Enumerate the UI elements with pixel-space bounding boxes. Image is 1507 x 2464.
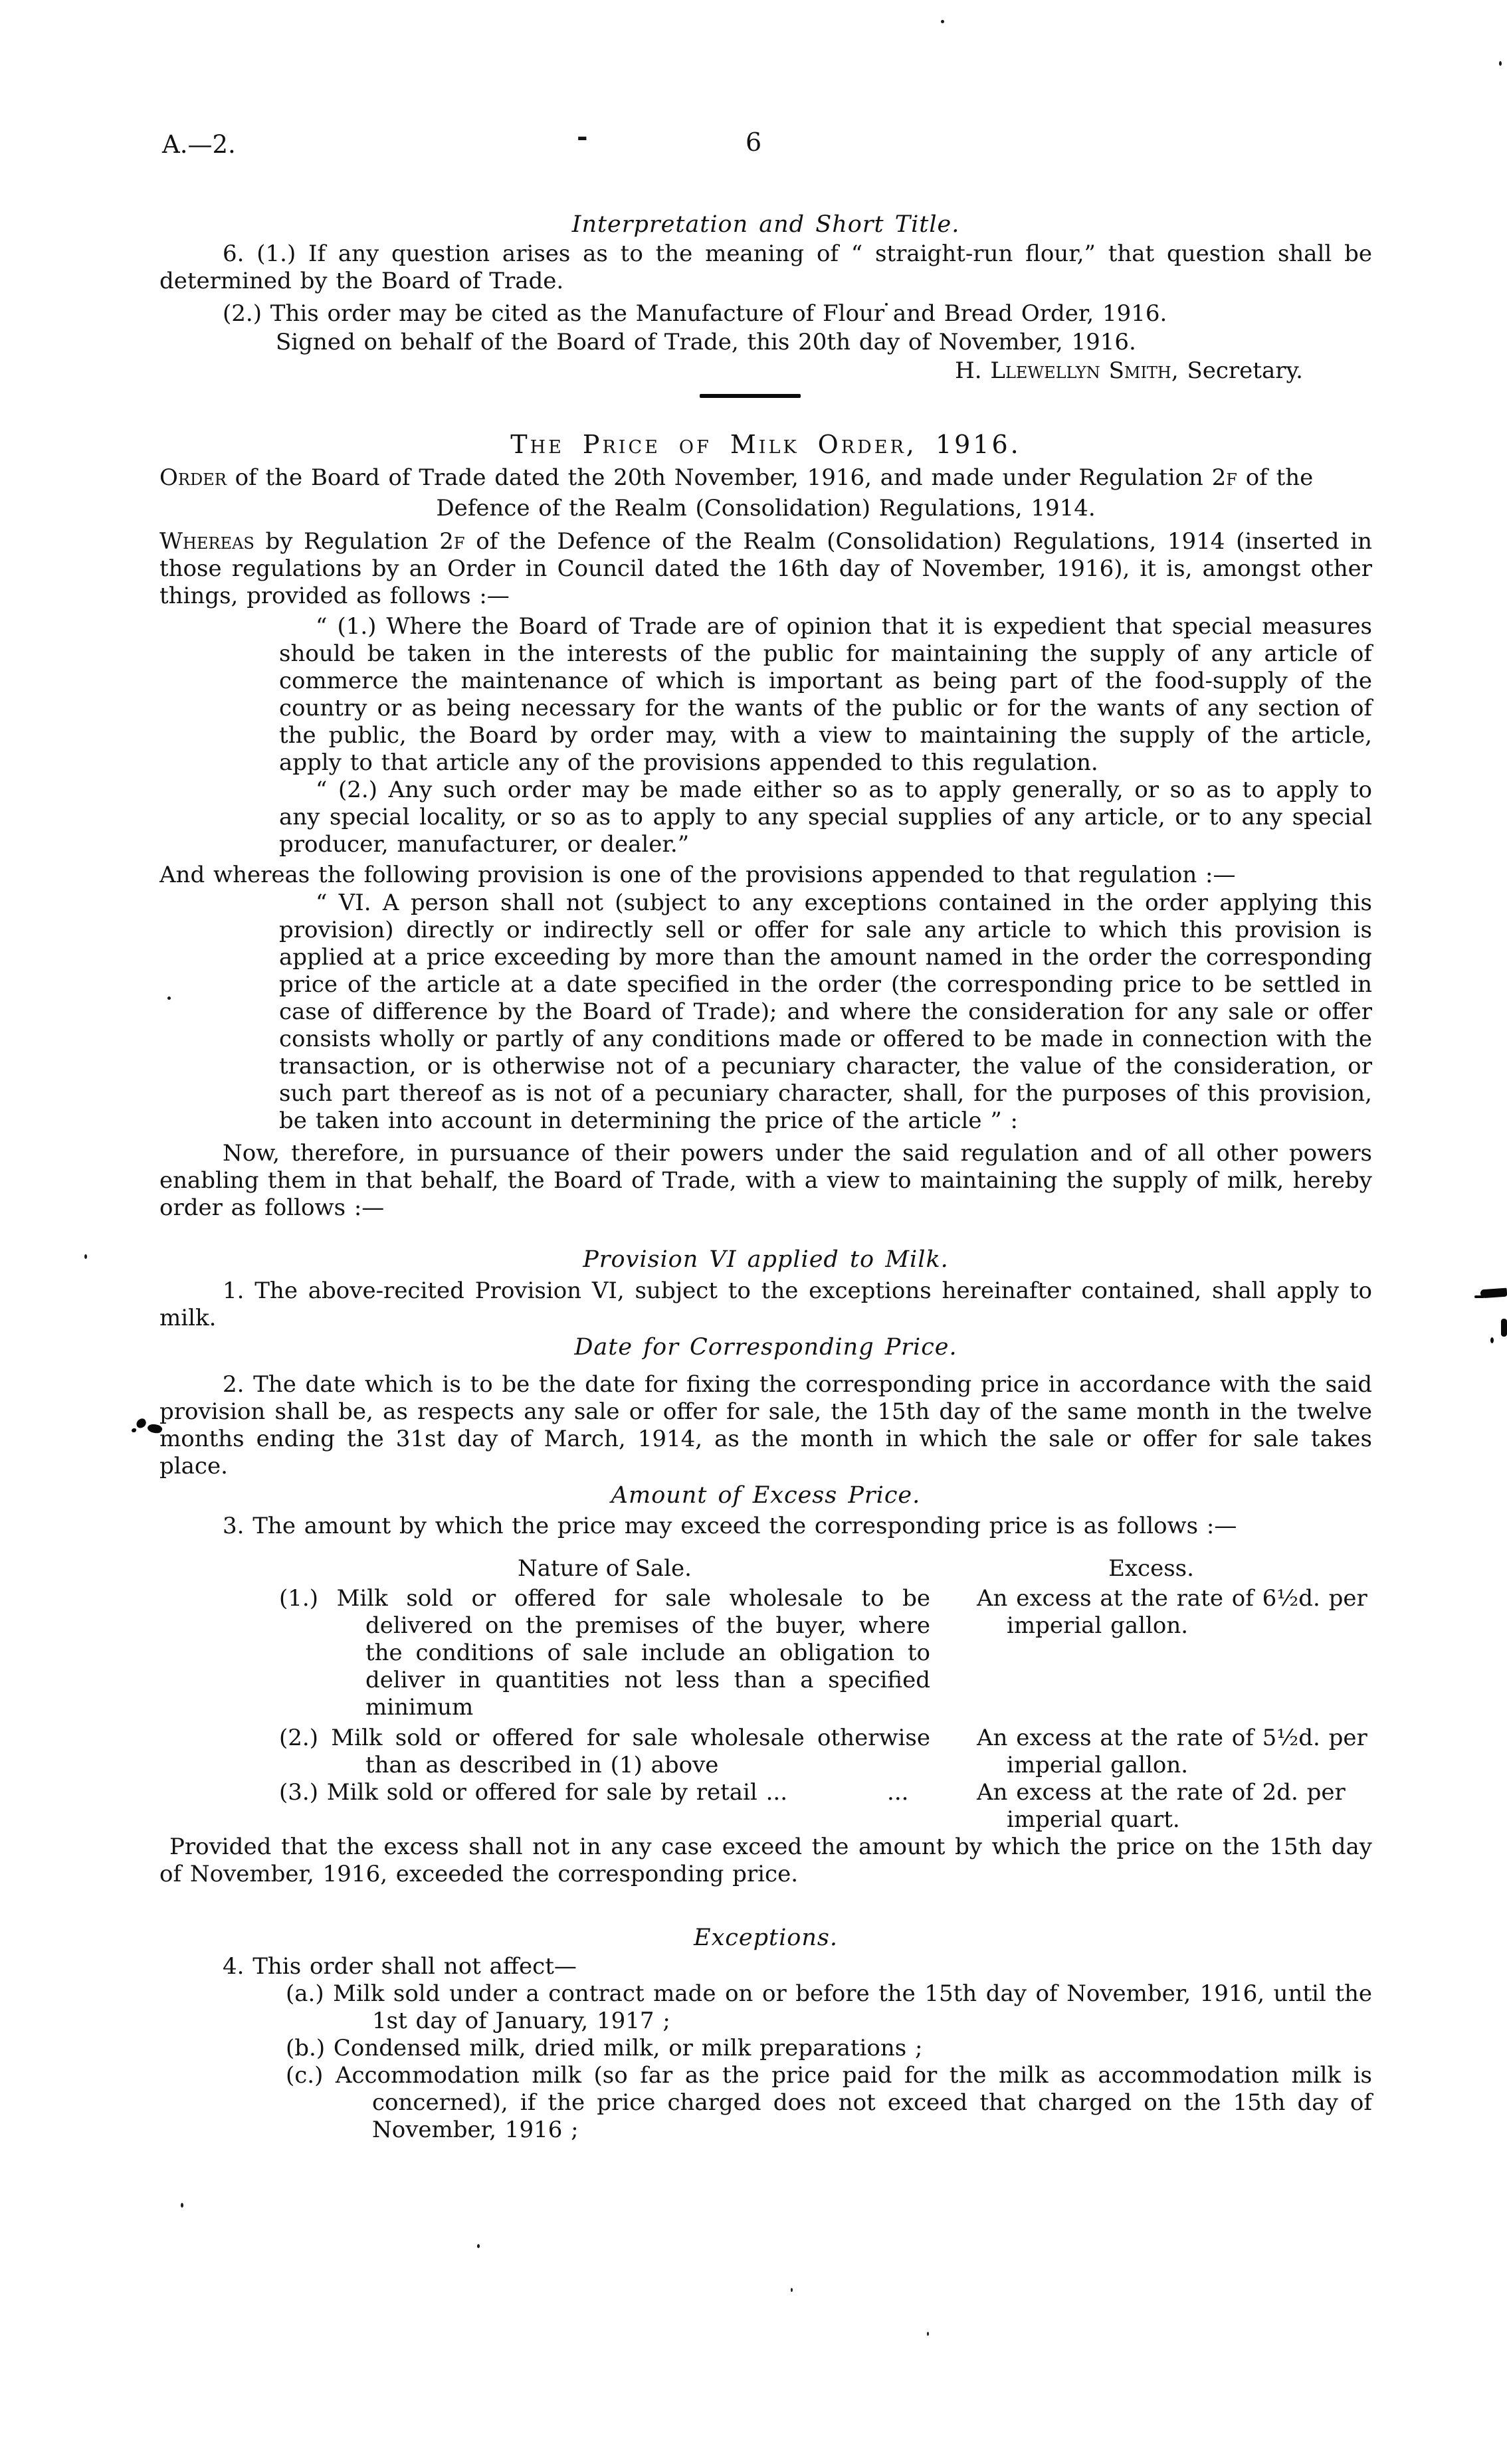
excess-cell: An excess at the rate of 5½d. per imperial gallon. xyxy=(977,1725,1367,1778)
ink-blot-left-margin xyxy=(135,1417,148,1429)
paragraph-1: 1. The above-recited Provision VI, subject to the exceptions hereinafter contained, shall apply to milk. xyxy=(159,1278,1372,1331)
scan-speck xyxy=(181,2203,183,2208)
heading-amount-of-excess-price: Amount of Excess Price. xyxy=(611,1482,921,1509)
leader-dots: ... xyxy=(887,1779,909,1806)
column-header-nature-of-sale: Nature of Sale. xyxy=(518,1555,692,1582)
order-title: The Price of Milk Order, 1916. xyxy=(510,430,1021,459)
signature-title: , Secretary. xyxy=(1171,357,1303,384)
scan-speck xyxy=(1499,61,1502,66)
nature-cell-text: (3.) Milk sold or offered for sale by retail ... xyxy=(279,1779,788,1806)
table-row xyxy=(159,1725,1372,1779)
whereas-paragraph xyxy=(159,528,1372,610)
signature-line xyxy=(159,357,1372,385)
whereas-text-1: by Regulation 2 xyxy=(254,528,454,555)
doc-ref: A.—2. xyxy=(162,130,236,159)
nature-cell xyxy=(279,1779,930,1806)
order-line1-end: of the xyxy=(1237,464,1314,491)
heading-exceptions: Exceptions. xyxy=(694,1925,838,1951)
signed-line: Signed on behalf of the Board of Trade, this 20th day of November, 1916. xyxy=(276,329,1136,355)
document-content xyxy=(159,0,1372,2144)
scan-speck xyxy=(791,2288,793,2292)
signature-name: Llewellyn Smith xyxy=(990,357,1171,384)
paragraph-6-1: 6. (1.) If any question arises as to the meaning of “ straight-run flour,” that question shall be determined by the Board of Trade. xyxy=(159,240,1372,294)
order-paragraph-line1 xyxy=(159,464,1372,492)
header-dash-mark: - xyxy=(577,121,588,152)
scan-speck xyxy=(927,2332,929,2336)
paragraph-3: 3. The amount by which the price may exceed the corresponding price is as follows :— xyxy=(223,1513,1237,1539)
heading-provision-vi-applied: Provision VI applied to Milk. xyxy=(583,1246,949,1273)
excess-table xyxy=(159,1555,1372,1834)
heading-date-for-corresponding-price: Date for Corresponding Price. xyxy=(574,1334,957,1361)
excess-cell: An excess at the rate of 6½d. per imperial gallon. xyxy=(977,1585,1367,1639)
whereas-lead-word: Whereas xyxy=(159,528,254,555)
table-row xyxy=(159,1779,1372,1834)
regulation-letter: f xyxy=(453,528,465,555)
order-lead-word: Order xyxy=(159,464,227,491)
exception-item-b: (b.) Condensed milk, dried milk, or milk preparations ; xyxy=(286,2035,923,2061)
column-header-excess: Excess. xyxy=(1108,1555,1194,1582)
scan-speck xyxy=(84,1254,87,1259)
order-paragraph-line2: Defence of the Realm (Consolidation) Regulations, 1914. xyxy=(436,495,1096,521)
scan-speck xyxy=(477,2244,480,2248)
quoted-provision-1: “ (1.) Where the Board of Trade are of opinion that it is expedient that special measures should be taken in the interests of the public for maintaining the supply of any article of commerce the maintenance of which is important as being part of the food-supply of the country or as being necessary for the wants of the public or for the wants of any section of the public, the Board by order may, with a view to maintaining the supply of the article, apply to that article any of the provisions appended to this regulation. xyxy=(279,613,1372,776)
now-therefore-paragraph: Now, therefore, in pursuance of their powers under the said regulation and of all other powers enabling them in that behalf, the Board of Trade, with a view to maintaining the supply of milk, hereby order as follows :— xyxy=(159,1140,1372,1221)
excess-table-header-row xyxy=(159,1555,1372,1582)
order-line1-text: of the Board of Trade dated the 20th November, 1916, and made under Regulation 2 xyxy=(226,464,1227,491)
exception-item-a: (a.) Milk sold under a contract made on or before the 15th day of November, 1916, until the 1st day of January, 1917 ; xyxy=(286,1980,1372,2034)
ink-smudge-right-edge xyxy=(1490,1337,1494,1343)
exceptions-intro: 4. This order shall not affect— xyxy=(223,1953,577,1980)
whereas-text-2: of the Defence of the Realm (Consolidation) Regulations, 1914 (inserted in those regulations by an Order in Council dated the 16th day of November, 1916), it is, amongst other things, provided as follows :— xyxy=(159,528,1372,609)
ink-smudge-right-edge xyxy=(1501,1319,1507,1337)
proviso-paragraph: Provided that the excess shall not in any case exceed the amount by which the price on the 15th day of November, 1916, exceeded the corresponding price. xyxy=(159,1834,1372,1887)
nature-cell: (1.) Milk sold or offered for sale wholesale to be delivered on the premises of the buyer, where the conditions of sale include an obligation to deliver in quantities not less than a specified minimum xyxy=(279,1585,930,1721)
quoted-provision-2: “ (2.) Any such order may be made either so as to apply generally, or so as to apply to any special locality, or so as to apply to any special supplies of any article, or to any special producer, manufacturer, or dealer.” xyxy=(279,777,1372,858)
nature-cell: (2.) Milk sold or offered for sale wholesale otherwise than as described in (1) above xyxy=(279,1725,930,1778)
paragraph-6-2: (2.) This order may be cited as the Manufacture of Flour and Bread Order, 1916. xyxy=(223,300,1167,327)
exception-item-c: (c.) Accommodation milk (so far as the price paid for the milk as accommodation milk is concerned), if the price charged does not exceed that charged on the 15th day of November, 1916 ; xyxy=(286,2062,1372,2143)
ink-blot-left-margin xyxy=(132,1428,136,1432)
table-row xyxy=(159,1585,1372,1721)
excess-cell: An excess at the rate of 2d. per imperial quart. xyxy=(977,1779,1346,1833)
and-whereas-paragraph: And whereas the following provision is one of the provisions appended to that regulation :— xyxy=(159,862,1236,888)
quoted-provision-vi: “ VI. A person shall not (subject to any exceptions contained in the order applying this provision) directly or indirectly sell or offer for sale any article to which this provision is applied at a price exceeding by more than the amount named in the order the corresponding price of the article at a date specified in the order (the corresponding price to be settled in case of difference by the Board of Trade); and where the consideration for any sale or offer consists wholly or partly of any conditions made or offered to be made in connection with the transaction, or is otherwise not of a pecuniary character, the value of the consideration, or such part thereof as is not of a pecuniary character, shall, for the purposes of this provision, be taken into account in determining the price of the article ” : xyxy=(279,890,1373,1134)
regulation-letter: f xyxy=(1226,464,1237,491)
page-number: 6 xyxy=(746,128,762,157)
paragraph-2: 2. The date which is to be the date for fixing the corresponding price in accordance with the said provision shall be, as respects any sale or offer for sale, the 15th day of the same month in the twelve months ending the 31st day of March, 1914, as the month in which the sale or offer for sale takes place. xyxy=(159,1371,1372,1479)
ink-smudge-right-edge xyxy=(1474,1295,1484,1298)
signature-initial: H. xyxy=(955,357,991,384)
section-heading-interpretation: Interpretation and Short Title. xyxy=(571,211,960,238)
